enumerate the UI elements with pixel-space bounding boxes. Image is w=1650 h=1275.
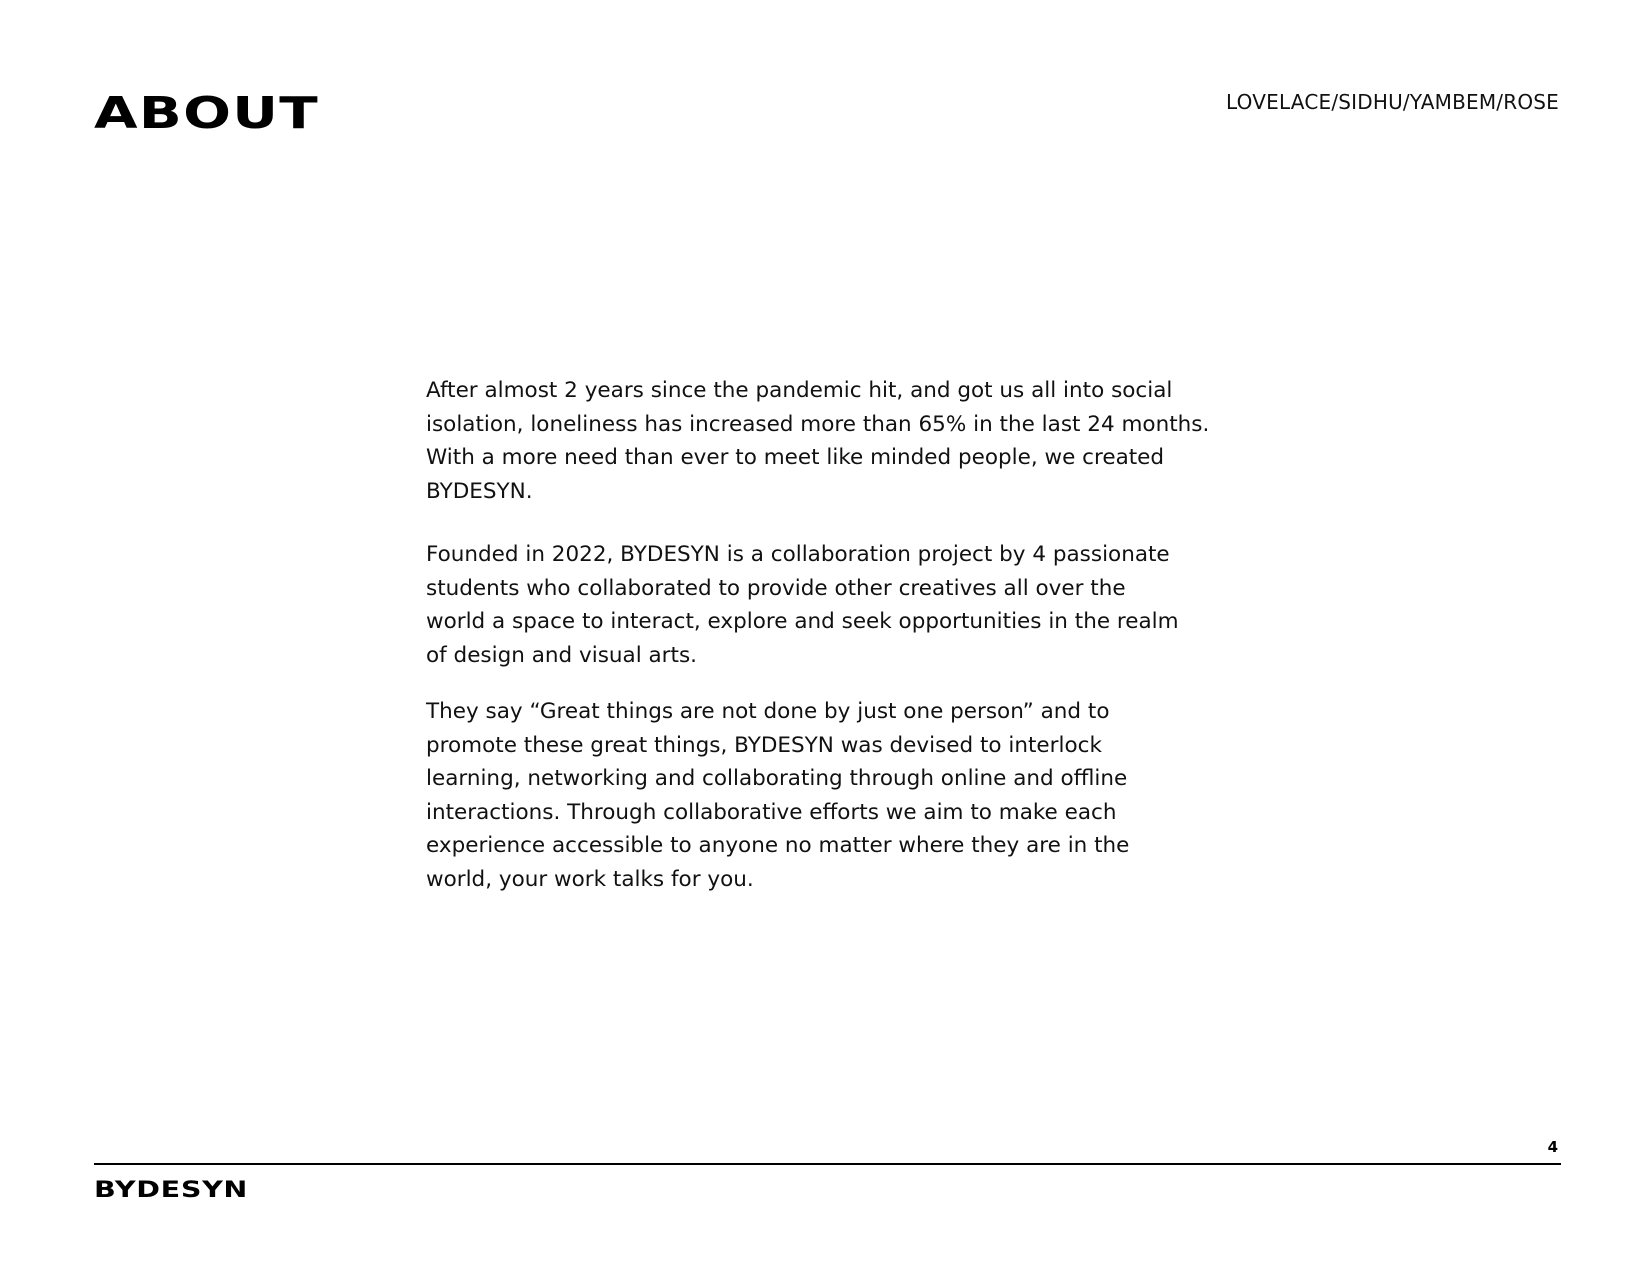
paragraph-intro [426, 374, 1226, 508]
text-line: Founded in 2022, BYDESYN is a collaboration project by 4 passionate [426, 542, 1170, 567]
authors-byline: LOVELACE/SIDHU/YAMBEM/ROSE [1226, 90, 1559, 114]
page-title: ABOUT [94, 88, 319, 139]
text-line: After almost 2 years since the pandemic hit, and got us all into social [426, 378, 1173, 403]
text-line: world a space to interact, explore and seek opportunities in the realm [426, 609, 1179, 634]
text-line: promote these great things, BYDESYN was devised to interlock [426, 732, 1102, 758]
page-number: 4 [1547, 1138, 1558, 1156]
paragraph-mission [426, 695, 1226, 896]
text-line: isolation, loneliness has increased more than 65% in the last 24 months. [426, 411, 1210, 437]
text-line: of design and visual arts. [426, 642, 697, 668]
brand-wordmark: BYDESYN [94, 1178, 249, 1203]
text-line: They say “Great things are not done by just one person” and to [426, 699, 1110, 724]
text-line: With a more need than ever to meet like minded people, we created [426, 445, 1165, 470]
text-line: world, your work talks for you. [426, 866, 754, 892]
text-line: experience accessible to anyone no matter where they are in the [426, 833, 1130, 858]
text-line: interactions. Through collaborative efforts we aim to make each [426, 799, 1117, 825]
text-line: BYDESYN. [426, 478, 533, 504]
about-body [426, 374, 1226, 896]
text-line: students who collaborated to provide other creatives all over the [426, 575, 1126, 601]
text-line: learning, networking and collaborating through online and offline [426, 766, 1128, 791]
footer-divider [94, 1163, 1561, 1165]
paragraph-founding [426, 538, 1226, 672]
